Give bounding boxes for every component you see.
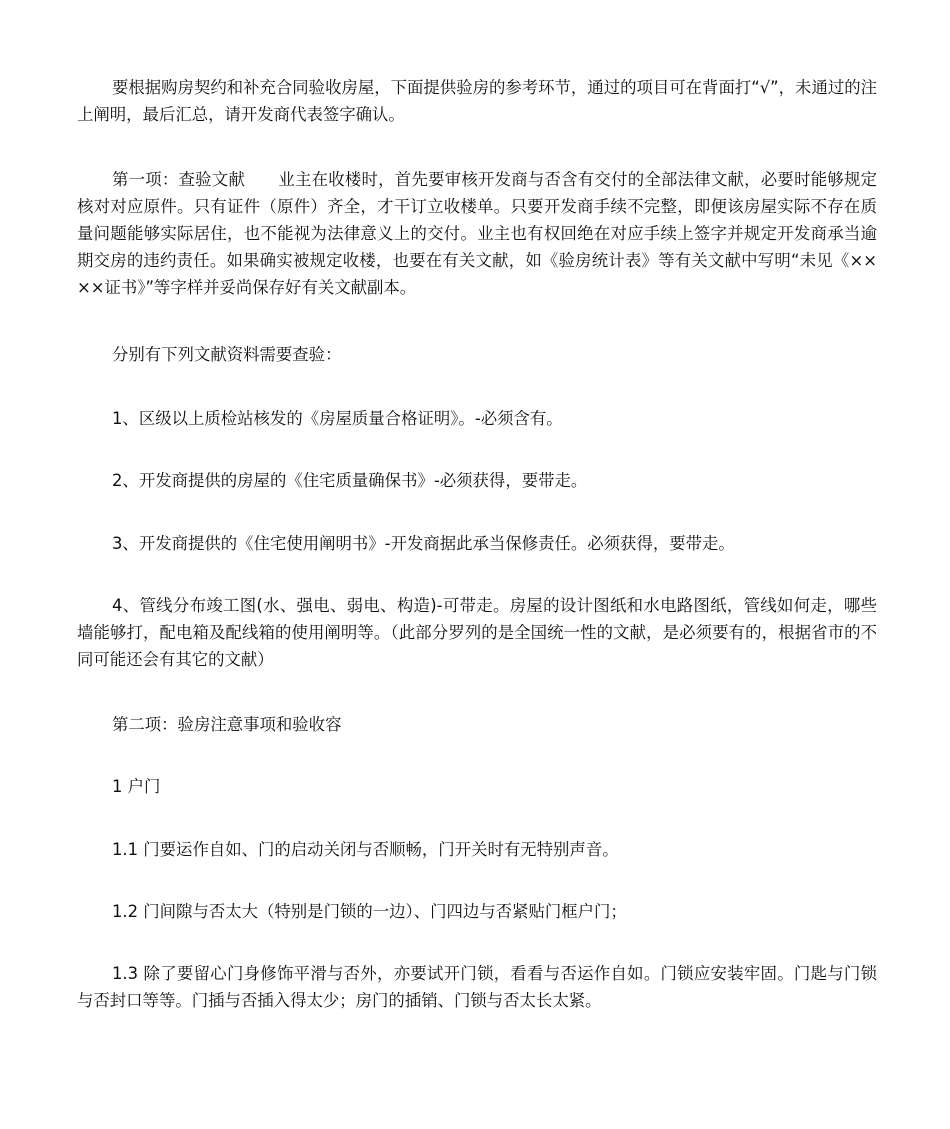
documents-list-heading: 分别有下列文献资料需要查验： bbox=[112, 345, 342, 364]
door-item-1-1: 1.1 门要运作自如、门的启动关闭与否顺畅，门开关时有无特别声音。 bbox=[112, 840, 619, 859]
document-item-1: 1、区级以上质检站核发的《房屋质量合格证明》。-必须含有。 bbox=[112, 409, 563, 428]
subsection-entry-door: 1 户门 bbox=[112, 777, 161, 796]
door-item-1-3: 1.3 除了要留心门身修饰平滑与否外，亦要试开门锁，看看与否运作自如。门锁应安装牢固。门匙与门锁与否封口等等。门插与否插入得太少；房门的插销、门锁与否太长太紧。 bbox=[77, 964, 877, 1010]
document-item-2: 2、开发商提供的房屋的《住宅质量确保书》-必须获得，要带走。 bbox=[112, 471, 588, 490]
intro-paragraph: 要根据购房契约和补充合同验收房屋，下面提供验房的参考环节，通过的项目可在背面打“√”，未通过的注上阐明，最后汇总，请开发商代表签字确认。 bbox=[77, 78, 878, 124]
document-item-3: 3、开发商提供的《住宅使用阐明书》-开发商据此承当保修责任。必须获得，要带走。 bbox=[112, 534, 735, 553]
door-item-1-2: 1.2 门间隙与否太大（特别是门锁的一边）、门四边与否紧贴门框户门； bbox=[112, 902, 627, 921]
section-2-heading: 第二项：验房注意事项和验收容 bbox=[112, 715, 342, 734]
document-item-4: 4、管线分布竣工图(水、强电、弱电、构造)-可带走。房屋的设计图纸和水电路图纸，管线如何走，哪些墙能够打，配电箱及配线箱的使用阐明等。（此部分罗列的是全国统一性的文献，是必须要有的，根据省市的不同可能还会有其它的文献） bbox=[77, 596, 877, 669]
section-1-paragraph: 第一项：查验文献 业主在收楼时，首先要审核开发商与否含有交付的全部法律文献，必要时能够规定核对对应原件。只有证件（原件）齐全，才干订立收楼单。只要开发商手续不完整，即便该房屋实际不存在质量问题能够实际居住，也不能视为法律意义上的交付。业主也有权回绝在对应手续上签字并规定开发商承当逾期交房的违约责任。如果确实被规定收楼，也要在有关文献，如《验房统计表》等有关文献中写明“未见《××××证书》”等字样并妥尚保存好有关文献副本。 bbox=[77, 170, 877, 297]
